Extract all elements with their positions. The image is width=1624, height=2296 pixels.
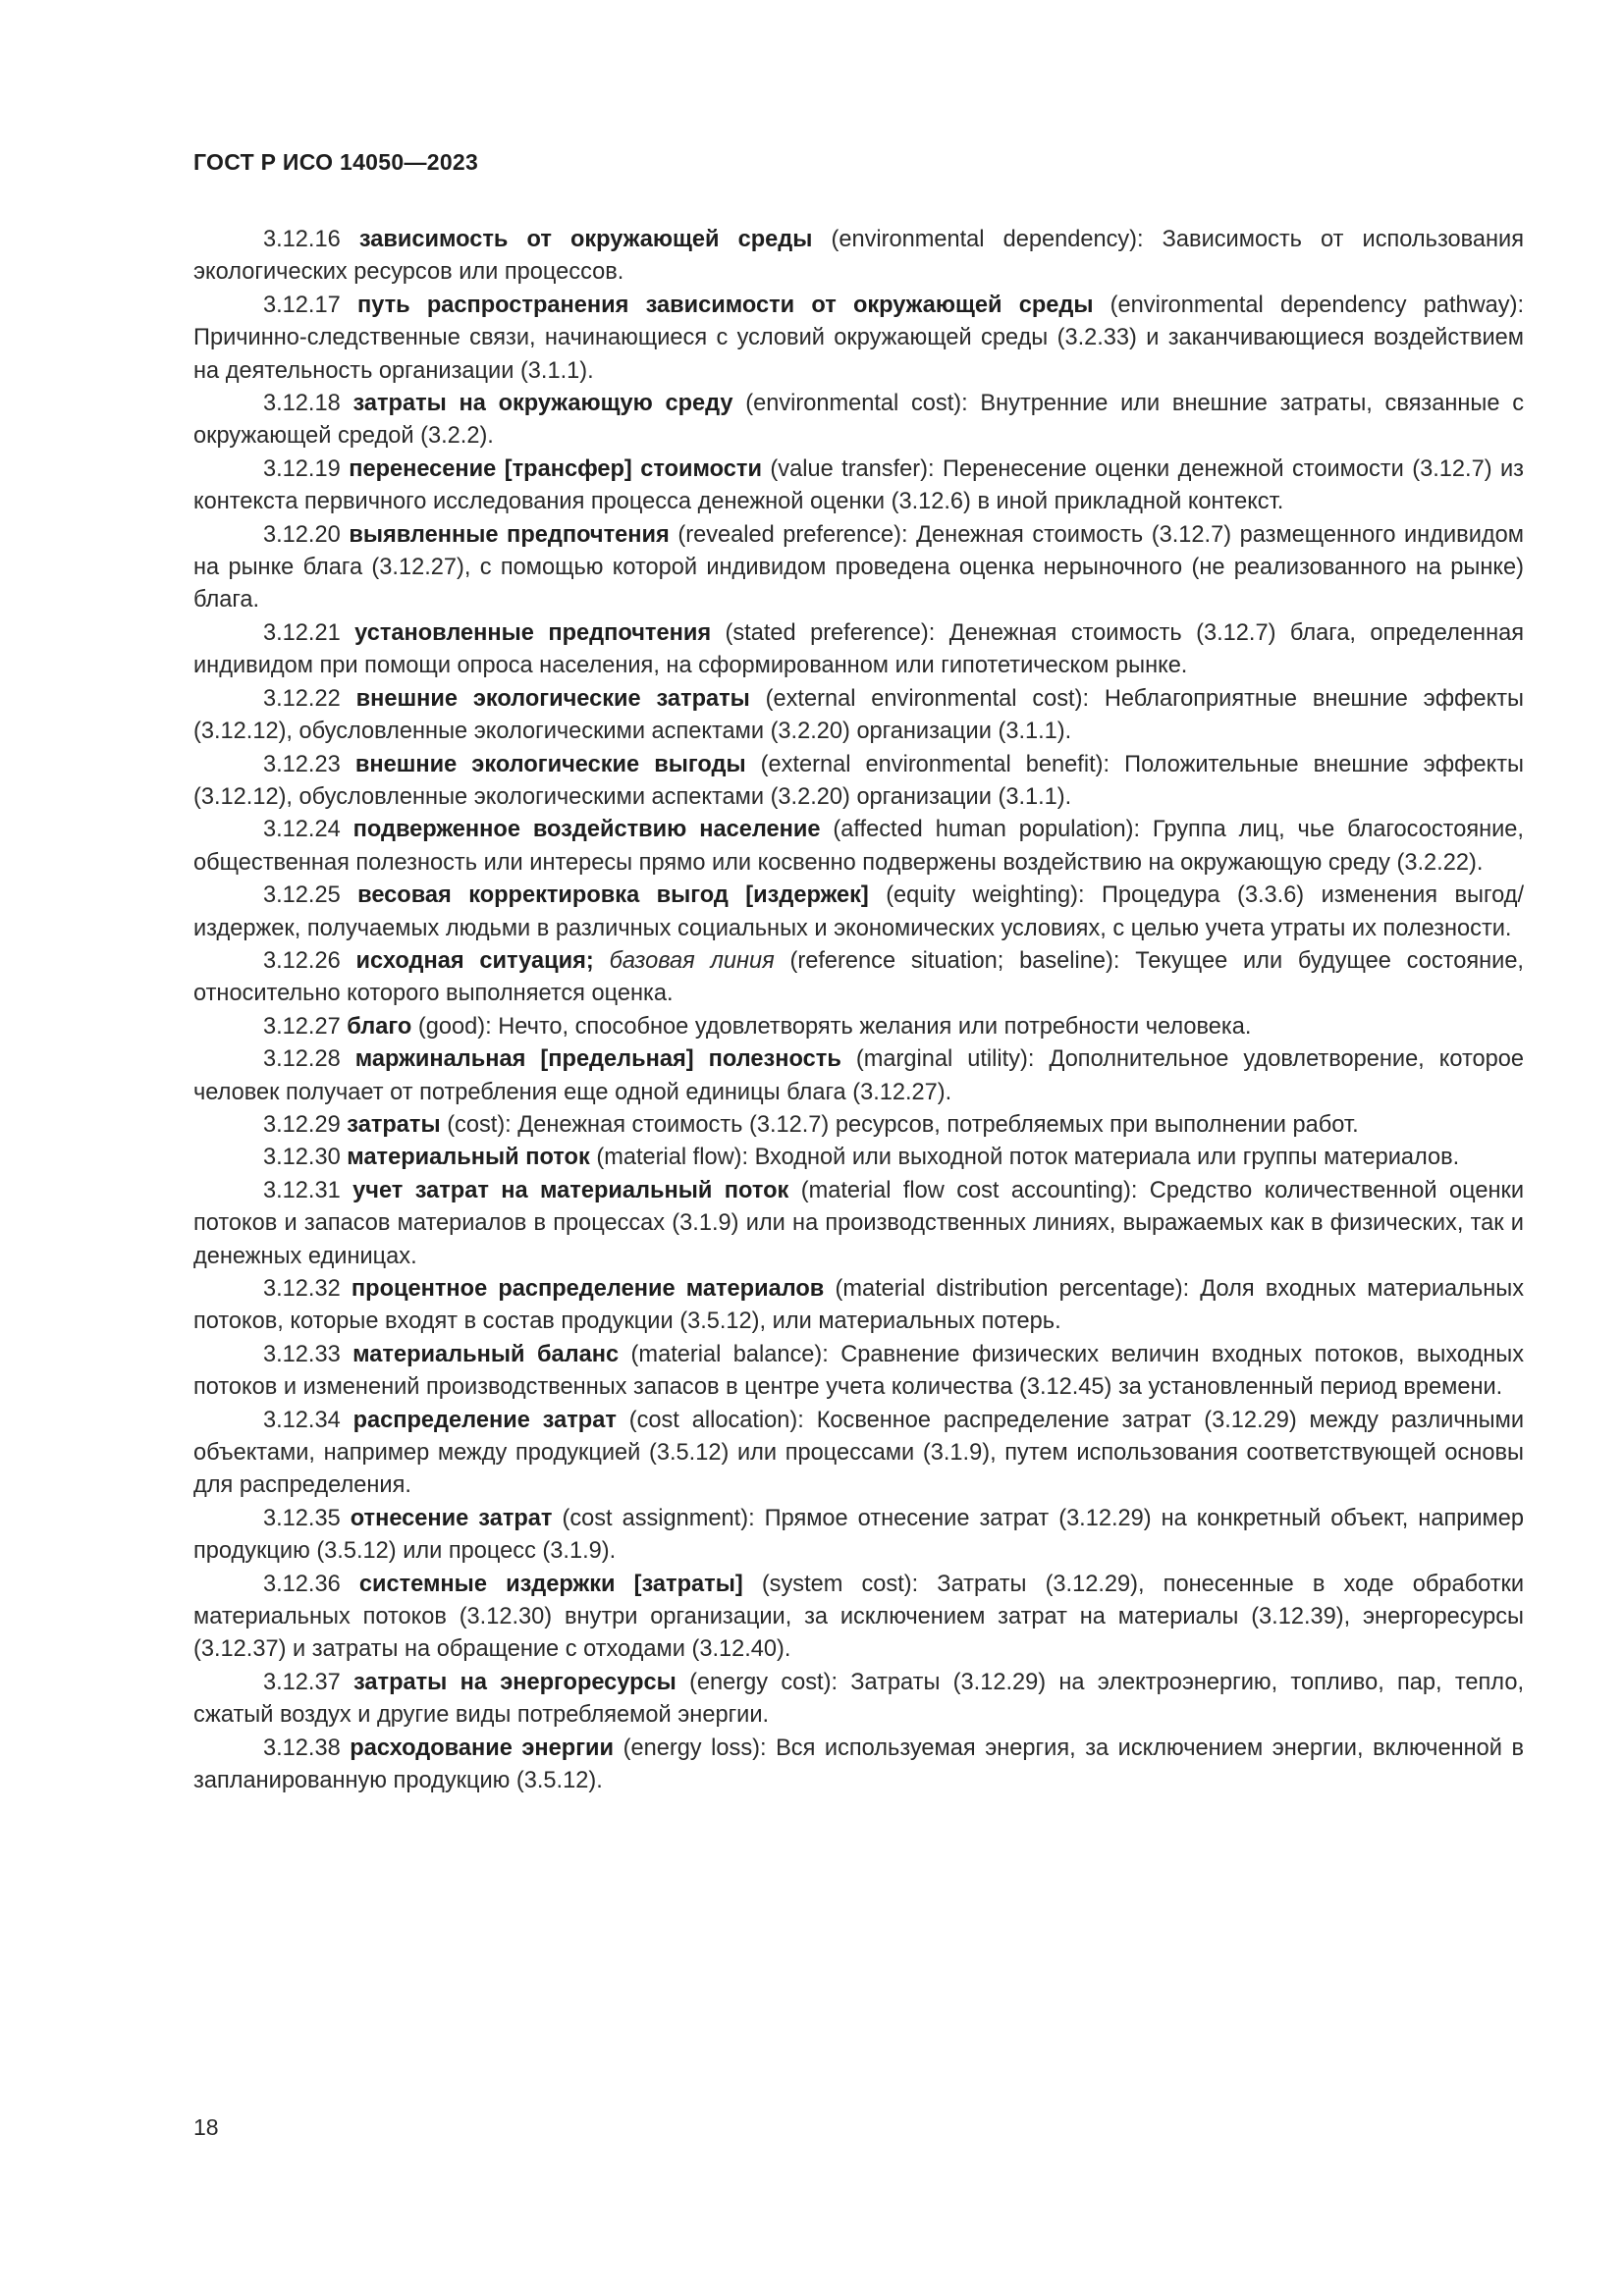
term-name: подверженное воздействию население [352, 817, 821, 843]
term-number: 3.12.27 [263, 1013, 341, 1040]
term-number: 3.12.24 [263, 817, 341, 843]
term-definition: (environmental cost): Внутренние или внешние затраты, связанные с окружающей средой (3.2.2). [193, 391, 1524, 450]
term-name: исходная ситуация; [355, 947, 594, 974]
term-name: маржинальная [предельная] полезность [354, 1046, 841, 1073]
page-number: 18 [193, 2114, 219, 2140]
term-number: 3.12.19 [263, 455, 341, 482]
term-entry [193, 1142, 1524, 1174]
term-number: 3.12.22 [263, 685, 341, 712]
term-name: расходование энергии [350, 1735, 615, 1761]
term-name: весовая корректировка выгод [издержек] [357, 882, 869, 909]
term-number: 3.12.17 [263, 292, 341, 318]
term-number: 3.12.25 [263, 882, 341, 909]
term-definition: (material balance): Сравнение физических величин входных потоков, выходных потоков и изменений производственных запасов в центре учета количества (3.12.45) за установленный период времени. [193, 1341, 1525, 1401]
term-entry [193, 1043, 1524, 1109]
term-definition: (revealed preference): Денежная стоимость (3.12.7) размещенного индивидом на рынке блага (3.12.27), с помощью которой индивидом проведена оценка нерыночного (не реализованного на рынке) блага. [193, 521, 1524, 614]
term-number: 3.12.20 [263, 521, 341, 548]
term-entry [193, 880, 1524, 945]
term-entry [193, 1273, 1524, 1339]
term-entry [193, 1109, 1524, 1142]
term-number: 3.12.18 [263, 391, 341, 417]
term-name: распределение затрат [352, 1407, 617, 1433]
term-number: 3.12.33 [263, 1341, 341, 1367]
term-definition: (external environmental cost): Неблагоприятные внешние эффекты (3.12.12), обусловленные экологическими аспектами (3.2.20) организации (3.1.1). [193, 685, 1524, 745]
term-number: 3.12.30 [263, 1145, 341, 1171]
term-name: выявленные предпочтения [349, 521, 670, 548]
term-definition: (energy cost): Затраты (3.12.29) на электроэнергию, топливо, пар, тепло, сжатый воздух и другие виды потребляемой энергии. [193, 1669, 1524, 1729]
term-number: 3.12.21 [263, 619, 341, 646]
term-entry [193, 1503, 1524, 1569]
term-name: зависимость от окружающей среды [358, 227, 813, 252]
term-number: 3.12.29 [263, 1111, 341, 1138]
term-name: затраты на энергоресурсы [353, 1669, 677, 1695]
term-entry [193, 454, 1524, 519]
term-number: 3.12.38 [263, 1735, 341, 1761]
term-entry [193, 1667, 1524, 1733]
term-definition: (cost allocation): Косвенное распределение затрат (3.12.29) между различными объектами, например между продукцией (3.5.12) или процессами (3.1.9), путем использования соответствующей основы для распределения. [193, 1407, 1524, 1499]
term-entry [193, 1011, 1524, 1043]
term-entry [193, 1175, 1524, 1273]
term-entry [193, 683, 1524, 749]
term-number: 3.12.28 [263, 1046, 341, 1073]
term-definition: (value transfer): Перенесение оценки денежной стоимости (3.12.7) из контекста первичного исследования процесса денежной оценки (3.12.6) в иной прикладной контекст. [193, 455, 1525, 515]
term-number: 3.12.34 [263, 1407, 341, 1433]
term-name: внешние экологические затраты [355, 685, 750, 712]
term-definition: (energy loss): Вся используемая энергия, за исключением энергии, включенной в запланированную продукцию (3.5.12). [193, 1735, 1525, 1794]
term-synonym: базовая линия [609, 947, 775, 974]
term-definition: (material distribution percentage): Доля входных материальных потоков, которые входят в состав продукции (3.5.12), или материальных потерь. [193, 1276, 1524, 1335]
term-definition: (stated preference): Денежная стоимость (3.12.7) блага, определенная индивидом при помощи опроса населения, на сформированном или гипотетическом рынке. [193, 619, 1524, 679]
term-name: благо [347, 1013, 412, 1040]
term-definition: (cost assignment): Прямое отнесение затрат (3.12.29) на конкретный объект, например продукцию (3.5.12) или процесс (3.1.9). [193, 1505, 1524, 1565]
term-name: учет затрат на материальный поток [352, 1177, 789, 1203]
term-name: системные издержки [затраты] [358, 1571, 743, 1597]
term-entry [193, 1569, 1524, 1667]
term-definition: (affected human population): Группа лиц, чье благосостояние, общественная полезность или интересы прямо или косвенно подвержены воздействию на окружающую среду (3.2.22). [193, 817, 1524, 876]
term-name: путь распространения зависимости от окружающей среды [356, 292, 1094, 318]
term-definition: (marginal utility): Дополнительное удовлетворение, которое человек получает от потребления еще одной единицы блага (3.12.27). [193, 1046, 1524, 1105]
term-definition: (environmental dependency pathway): Причинно-следственные связи, начинающиеся с условий окружающей среды (3.2.33) и заканчивающиеся воздействием на деятельность организации (3.1.1). [193, 292, 1524, 384]
term-entry [193, 1405, 1524, 1503]
term-number: 3.12.31 [263, 1177, 341, 1203]
term-name: отнесение затрат [350, 1505, 553, 1531]
term-name: перенесение [трансфер] стоимости [349, 455, 762, 482]
term-definition: (reference situation; baseline): Текущее или будущее состояние, относительно которого выполняется оценка. [193, 947, 1524, 1007]
term-name: материальный поток [347, 1145, 590, 1171]
term-definition: (external environmental benefit): Положительные внешние эффекты (3.12.12), обусловленные экологическими аспектами (3.2.20) организации (3.1.1). [193, 751, 1524, 810]
term-definition: (environmental dependency): Зависимость от использования экологических ресурсов или процессов. [193, 227, 1525, 286]
term-entry [193, 1733, 1524, 1798]
terms-list [193, 224, 1524, 1798]
term-number: 3.12.16 [263, 227, 341, 252]
term-number: 3.12.37 [263, 1669, 341, 1695]
term-entry [193, 1339, 1524, 1405]
term-number: 3.12.36 [263, 1571, 341, 1597]
term-entry [193, 945, 1524, 1011]
term-entry [193, 749, 1524, 815]
term-definition: (material flow cost accounting): Средство количественной оценки потоков и запасов материалов в процессах (3.1.9) или на производственных линиях, выражаемых как в физических, так и денежных единицах. [193, 1177, 1525, 1269]
term-name: внешние экологические выгоды [354, 751, 746, 777]
term-definition: (material flow): Входной или выходной поток материала или группы материалов. [589, 1145, 1460, 1171]
term-number: 3.12.26 [263, 947, 341, 974]
term-definition: (system cost): Затраты (3.12.29), понесенные в ходе обработки материальных потоков (3.12.30) внутри организации, за исключением затрат на материалы (3.12.39), энергоресурсы (3.12.37) и затраты на обращение с отходами (3.12.40). [193, 1571, 1524, 1663]
term-entry [193, 290, 1524, 388]
term-name: затраты [347, 1111, 441, 1138]
term-name: материальный баланс [352, 1341, 620, 1367]
term-number: 3.12.35 [263, 1505, 341, 1531]
term-name: затраты на окружающую среду [352, 391, 733, 417]
term-entry [193, 814, 1524, 880]
term-definition: (good): Нечто, способное удовлетворять желания или потребности человека. [411, 1013, 1252, 1040]
term-definition: (equity weighting): Процедура (3.3.6) изменения выгод/издержек, получаемых людьми в различных социальных и экономических условиях, с целью учета утраты их полезности. [193, 882, 1524, 941]
term-name: установленные предпочтения [354, 619, 712, 646]
document-header: ГОСТ Р ИСО 14050—2023 [193, 149, 479, 175]
term-entry [193, 519, 1524, 617]
term-definition: (cost): Денежная стоимость (3.12.7) ресурсов, потребляемых при выполнении работ. [440, 1111, 1359, 1138]
term-name: процентное распределение материалов [351, 1276, 825, 1302]
term-entry [193, 388, 1524, 454]
term-entry [193, 617, 1524, 683]
term-entry [193, 224, 1524, 290]
term-number: 3.12.32 [263, 1276, 341, 1302]
term-number: 3.12.23 [263, 751, 341, 777]
